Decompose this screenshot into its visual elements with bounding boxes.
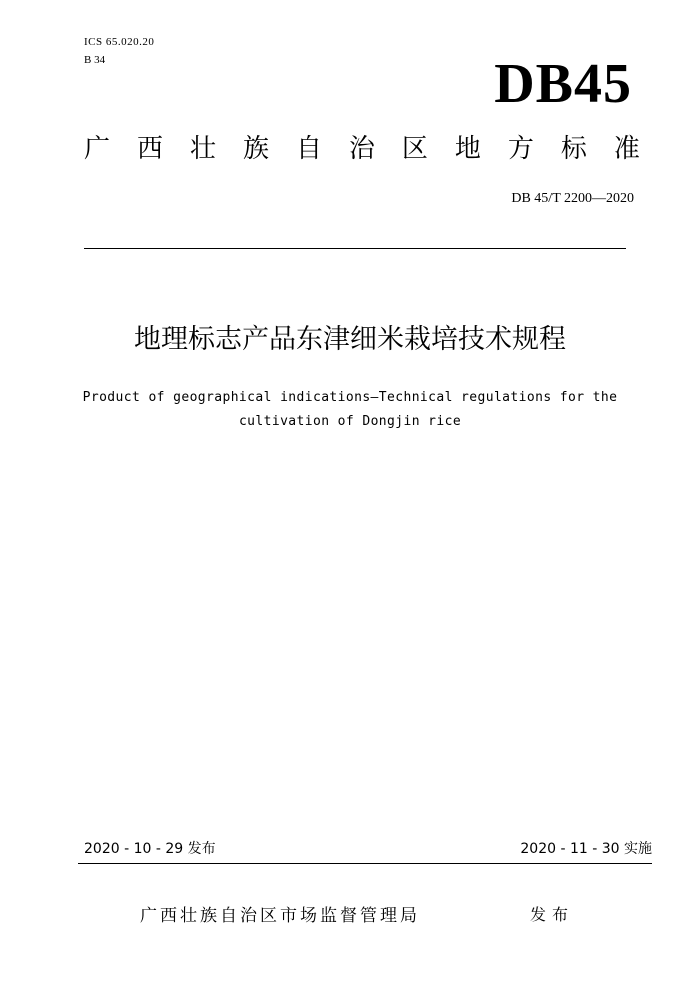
issuer-title-char: 广 [84, 134, 111, 164]
header-divider [84, 248, 626, 249]
issuer-title-char: 区 [401, 134, 428, 164]
issuer-title-char: 西 [136, 134, 163, 164]
release-label: 发布 [530, 905, 575, 924]
publish-date: 2020 - 10 - 29 发布 [84, 841, 216, 857]
document-title-en [70, 386, 630, 434]
issuer-title-char: 标 [560, 134, 587, 164]
issuer-title-char: 准 [613, 134, 640, 164]
issuer-title-char: 族 [242, 134, 269, 164]
document-title-cn: 地理标志产品东津细米栽培技术规程 [134, 324, 566, 355]
standard-logo: DB45 [494, 53, 632, 115]
document-title-en-line: Product of geographical indications—Technical regulations for the [82, 390, 618, 405]
issuer-title-char: 自 [295, 134, 322, 164]
issuing-authority: 广西壮族自治区市场监督管理局 [140, 906, 420, 926]
ics-code: ICS 65.020.20 [84, 36, 155, 48]
issuer-title-char: 治 [348, 134, 375, 164]
classification-code: B 34 [84, 54, 106, 66]
issuer-title-char: 地 [454, 134, 481, 164]
standard-number: DB 45/T 2200—2020 [511, 191, 634, 206]
implementation-date: 2020 - 11 - 30 实施 [520, 841, 652, 857]
issuer-title-char: 壮 [189, 134, 216, 164]
footer-divider [78, 863, 652, 864]
issuer-title [84, 136, 640, 162]
issuer-title-char: 方 [507, 134, 534, 164]
document-title-en-line: cultivation of Dongjin rice [238, 414, 462, 429]
